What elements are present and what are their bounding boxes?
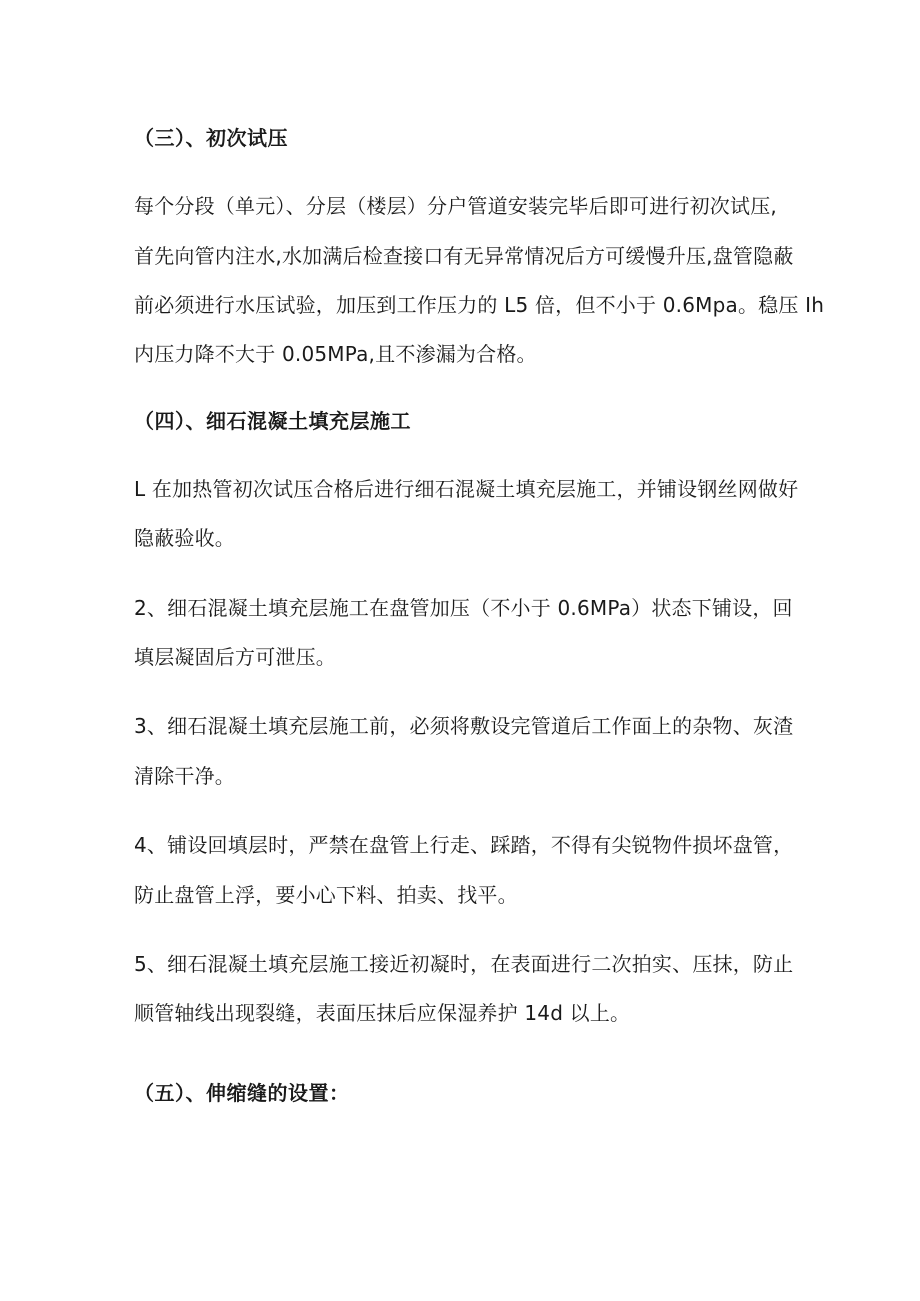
section-heading-5: （五）、伸缩缝的设置： bbox=[134, 1081, 350, 1105]
paragraph-line: L 在加热管初次试压合格后进行细石混凝土填充层施工，并铺设钢丝网做好 bbox=[134, 477, 799, 501]
paragraph-line: 清除干净。 bbox=[134, 764, 235, 788]
paragraph-line: 5、细石混凝土填充层施工接近初凝时，在表面进行二次拍实、压抹，防止 bbox=[134, 952, 794, 976]
section-heading-4: （四）、细石混凝土填充层施工 bbox=[134, 409, 411, 433]
paragraph-line: 前必须进行水压试验，加压到工作压力的 L5 倍，但不小于 0.6Mpa。稳压 Ih bbox=[134, 293, 825, 317]
paragraph-line: 4、铺设回填层时，严禁在盘管上行走、踩踏，不得有尖锐物件损坏盘管， bbox=[134, 833, 794, 857]
paragraph-line: 顺管轴线出现裂缝，表面压抹后应保湿养护 14d 以上。 bbox=[134, 1001, 631, 1025]
paragraph-line: 2、细石混凝土填充层施工在盘管加压（不小于 0.6MPa）状态下铺设，回 bbox=[134, 596, 793, 620]
paragraph-line: 3、细石混凝土填充层施工前，必须将敷设完管道后工作面上的杂物、灰渣 bbox=[134, 714, 794, 738]
paragraph-line: 首先向管内注水,水加满后检查接口有无异常情况后方可缓慢升压,盘管隐蔽 bbox=[134, 244, 794, 268]
section-heading-3: （三）、初次试压 bbox=[134, 126, 288, 150]
paragraph-line: 隐蔽验收。 bbox=[134, 526, 235, 550]
paragraph-line: 内压力降不大于 0.05MPa,且不渗漏为合格。 bbox=[134, 342, 537, 366]
paragraph-line: 每个分段（单元）、分层（楼层）分户管道安装完毕后即可进行初次试压, bbox=[134, 194, 777, 218]
paragraph-line: 防止盘管上浮，要小心下料、拍卖、找平。 bbox=[134, 883, 518, 907]
paragraph-line: 填层凝固后方可泄压。 bbox=[134, 645, 336, 669]
